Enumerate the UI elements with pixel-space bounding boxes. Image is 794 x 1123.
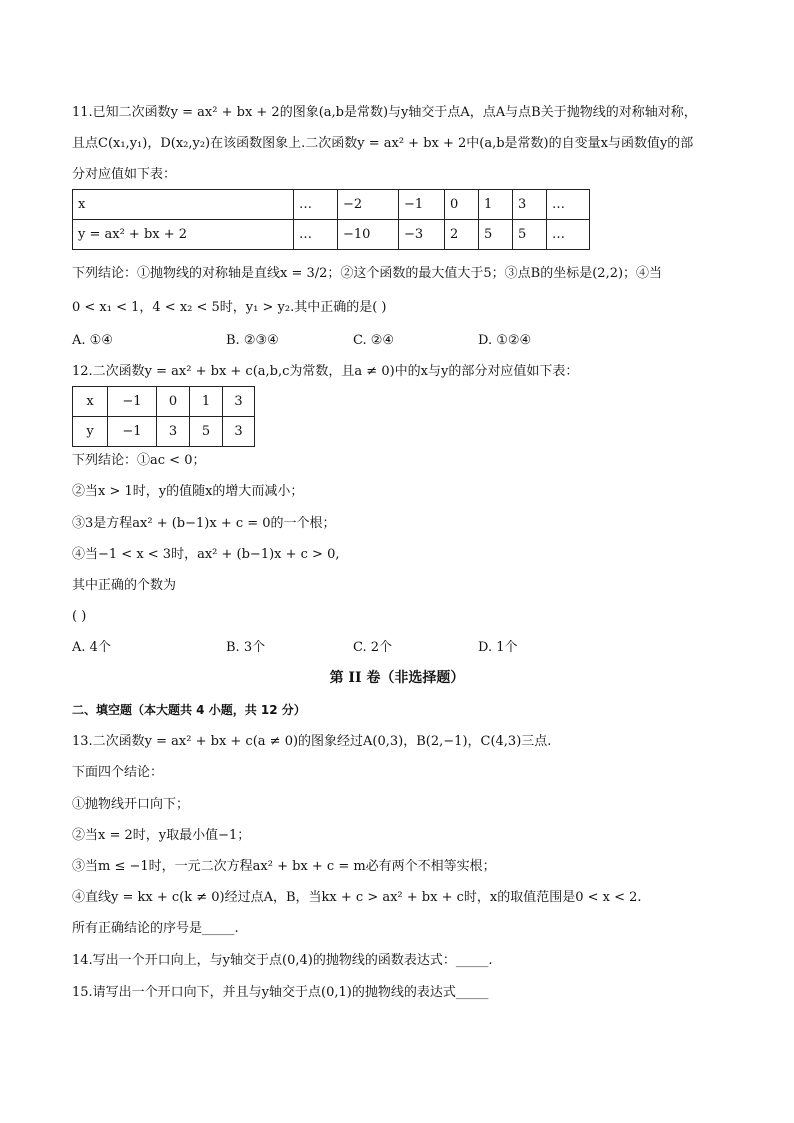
q11-line-3: 分对应值如下表：	[72, 167, 177, 182]
q12-conclusion-2: ②当x > 1时，y的值随x的增大而减小；	[72, 484, 304, 499]
table-cell: 1	[190, 387, 223, 417]
q12-value-table	[72, 386, 255, 447]
q12-line-1: 12.二次函数y = ax² + bx + c(a,b,c为常数，且a ≠ 0)中的x与y的部分对应值如下表：	[72, 364, 579, 379]
q11-options	[72, 331, 692, 351]
option-b[interactable]: B. 3个	[226, 640, 266, 655]
option-a[interactable]: A. 4个	[72, 640, 111, 655]
option-c[interactable]: C. 2个	[353, 640, 393, 655]
option-a[interactable]: A. ①④	[72, 333, 113, 348]
q12-answer-blank: ( )	[72, 609, 87, 624]
q14-text: 14.写出一个开口向上，与y轴交于点(0,4)的抛物线的函数表达式：_____.	[72, 953, 493, 968]
table-cell: 5	[479, 220, 513, 250]
table-cell: 3	[157, 417, 190, 447]
table-cell: 0	[445, 190, 479, 220]
q11-conclusions-1: 下列结论：①抛物线的对称轴是直线x = 3/2；②这个函数的最大值大于5；③点B的坐标是(2,2)；④当	[72, 266, 663, 281]
table-cell: y	[73, 417, 108, 447]
q11-line-2: 且点C(x₁,y₁)，D(x₂,y₂)在该函数图象上.二次函数y = ax² + bx + 2中(a,b是常数)的自变量x与函数值y的部	[72, 136, 694, 151]
option-d[interactable]: D. 1个	[478, 640, 518, 655]
table-cell: 2	[445, 220, 479, 250]
table-row	[73, 190, 590, 220]
q13-line-1: 13.二次函数y = ax² + bx + c(a ≠ 0)的图象经过A(0,3)，B(2,−1)，C(4,3)三点.	[72, 734, 552, 749]
table-cell: …	[294, 220, 338, 250]
table-cell: y = ax² + bx + 2	[73, 220, 294, 250]
q13-conclusion-1: ①抛物线开口向下；	[72, 797, 190, 812]
table-cell: 0	[157, 387, 190, 417]
q12-conclusion-1: 下列结论：①ac < 0；	[72, 453, 206, 468]
table-cell: 5	[190, 417, 223, 447]
table-cell: x	[73, 190, 294, 220]
option-d[interactable]: D. ①②④	[478, 333, 532, 348]
q15-text: 15.请写出一个开口向下，并且与y轴交于点(0,1)的抛物线的表达式_____	[72, 985, 489, 1000]
table-cell: 3	[223, 387, 255, 417]
table-cell: …	[547, 190, 590, 220]
q13-conclusion-3: ③当m ≤ −1时，一元二次方程ax² + bx + c = m必有两个不相等实根；	[72, 859, 496, 874]
option-c[interactable]: C. ②④	[353, 333, 395, 348]
table-cell: −2	[338, 190, 399, 220]
table-cell: …	[547, 220, 590, 250]
q13-line-2: 下面四个结论：	[72, 765, 164, 780]
table-cell: −1	[108, 387, 157, 417]
table-cell: −3	[399, 220, 445, 250]
option-b[interactable]: B. ②③④	[226, 333, 279, 348]
table-cell: −10	[338, 220, 399, 250]
q13-conclusion-4: ④直线y = kx + c(k ≠ 0)经过点A，B，当kx + c > ax² + bx + c时，x的取值范围是0 < x < 2.	[72, 890, 642, 905]
table-cell: −1	[108, 417, 157, 447]
q12-conclusion-3: ③3是方程ax² + (b−1)x + c = 0的一个根；	[72, 516, 336, 531]
q11-conclusions-2: 0 < x₁ < 1，4 < x₂ < 5时，y₁ > y₂.其中正确的是( )	[72, 300, 387, 315]
table-row	[73, 417, 255, 447]
table-cell: 3	[223, 417, 255, 447]
q11-line-1: 11.已知二次函数y = ax² + bx + 2的图象(a,b是常数)与y轴交于点A，点A与点B关于抛物线的对称轴对称，	[72, 105, 697, 120]
table-cell: 3	[513, 190, 547, 220]
table-cell: …	[294, 190, 338, 220]
q13-ask: 所有正确结论的序号是_____.	[72, 921, 239, 936]
q12-conclusion-4: ④当−1 < x < 3时，ax² + (b−1)x + c > 0,	[72, 547, 340, 562]
table-cell: 5	[513, 220, 547, 250]
q12-prompt: 其中正确的个数为	[72, 578, 177, 593]
table-row	[73, 220, 590, 250]
q13-conclusion-2: ②当x = 2时，y取最小值−1；	[72, 828, 251, 843]
table-cell: −1	[399, 190, 445, 220]
table-cell: 1	[479, 190, 513, 220]
q12-options	[72, 638, 692, 658]
section-title: 第 II 卷（非选择题）	[329, 670, 465, 686]
q11-value-table	[72, 189, 590, 250]
table-row	[73, 387, 255, 417]
table-cell: x	[73, 387, 108, 417]
section-subtitle: 二、填空题（本大题共 4 小题，共 12 分）	[72, 703, 306, 717]
